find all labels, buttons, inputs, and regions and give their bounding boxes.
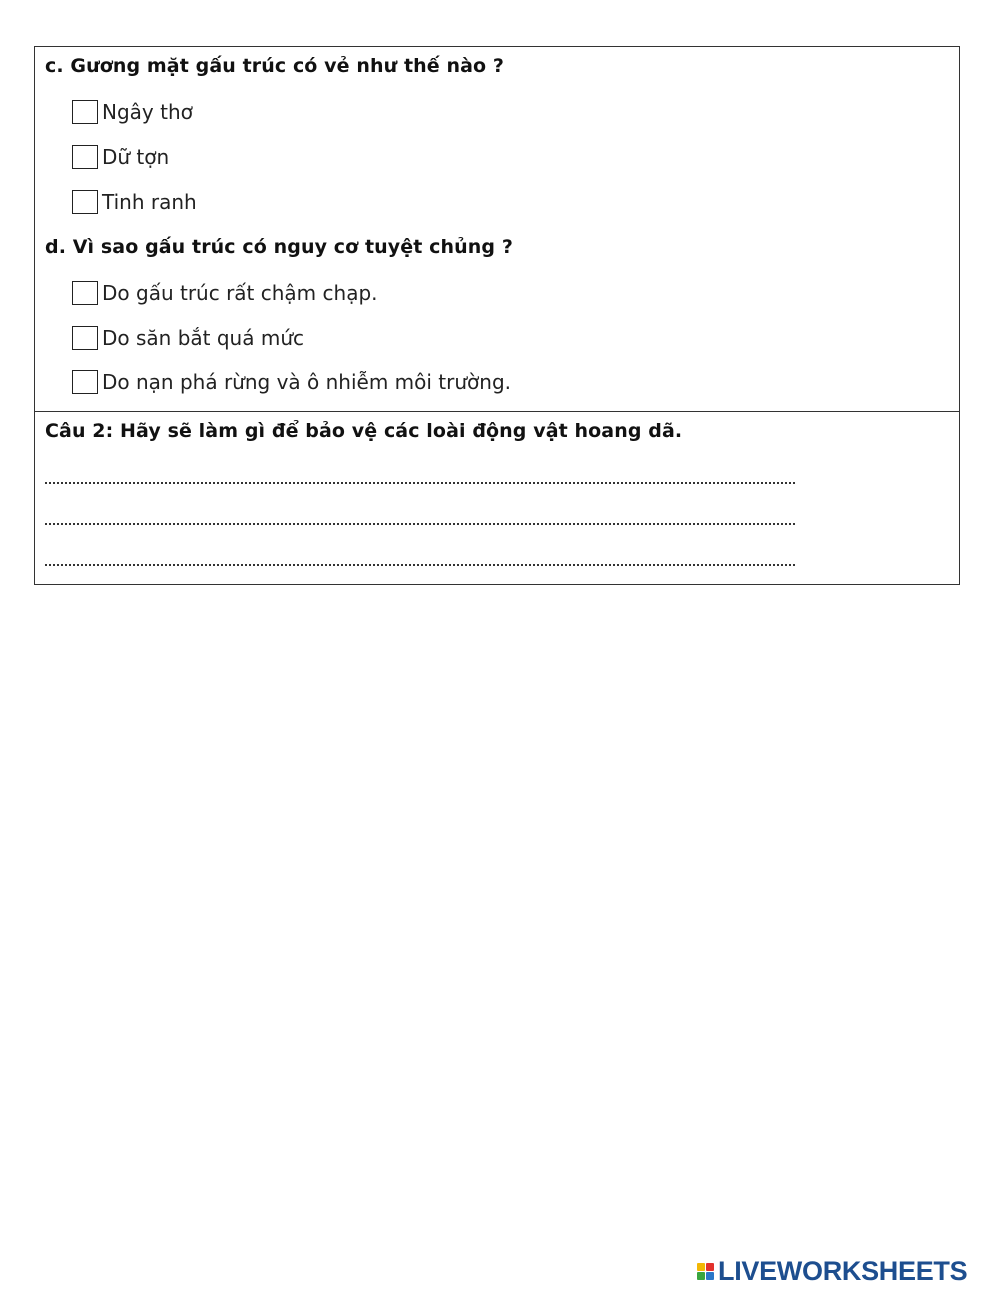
logo-square	[697, 1263, 705, 1271]
option-label: Do nạn phá rừng và ô nhiễm môi trường.	[102, 370, 512, 394]
checkbox[interactable]	[72, 281, 98, 305]
option-c-2[interactable]	[72, 143, 169, 171]
checkbox[interactable]	[72, 145, 98, 169]
answer-line-2[interactable]	[45, 515, 795, 525]
checkbox[interactable]	[72, 370, 98, 394]
open-question-section	[35, 412, 959, 584]
option-d-1[interactable]	[72, 279, 378, 307]
liveworksheets-logo	[697, 1256, 967, 1286]
option-d-2[interactable]	[72, 324, 304, 352]
worksheet-table	[34, 46, 960, 585]
question-d: d. Vì sao gấu trúc có nguy cơ tuyệt chủng ?	[45, 236, 513, 258]
checkbox[interactable]	[72, 100, 98, 124]
checkbox[interactable]	[72, 326, 98, 350]
option-label: Dữ tợn	[102, 145, 170, 169]
liveworksheets-icon	[697, 1263, 714, 1280]
option-c-3[interactable]	[72, 188, 197, 216]
question-2: Câu 2: Hãy sẽ làm gì để bảo vệ các loài động vật hoang dã.	[45, 420, 683, 442]
brand-name: LIVEWORKSHEETS	[718, 1255, 968, 1286]
checkbox[interactable]	[72, 190, 98, 214]
logo-square	[706, 1272, 714, 1280]
option-label: Do săn bắt quá mức	[102, 326, 304, 350]
answer-line-1[interactable]	[45, 474, 795, 484]
option-label: Tinh ranh	[102, 190, 197, 214]
option-label: Do gấu trúc rất chậm chạp.	[102, 281, 378, 305]
option-label: Ngây thơ	[102, 100, 193, 124]
logo-square	[697, 1272, 705, 1280]
logo-square	[706, 1263, 714, 1271]
multiple-choice-section	[35, 47, 959, 412]
option-c-1[interactable]	[72, 98, 193, 126]
option-d-3[interactable]	[72, 368, 511, 396]
question-c: c. Gương mặt gấu trúc có vẻ như thế nào ?	[45, 55, 505, 77]
answer-line-3[interactable]	[45, 556, 795, 566]
